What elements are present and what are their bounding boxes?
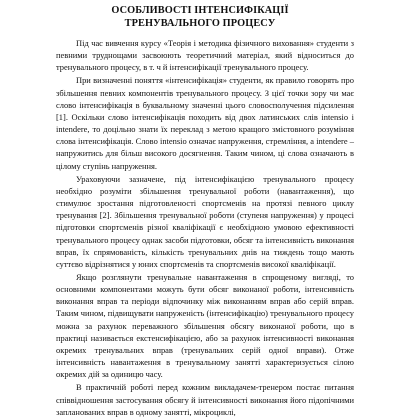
title-line-2: ТРЕНУВАЛЬНОГО ПРОЦЕСУ (124, 18, 276, 29)
paragraph-3: Ураховуючи зазначене, під інтенсифікацією тренувального процесу необхідно розуміти збільшення тренувальної роботи (навантаження), що стимулює зростання підготовленості спортсменів на протязі певного циклу тренування [2]. Збільшення тренувальної роботи (ступеня напруження) у процесі підготовки спортсменів різної кваліфікації є необхідною умовою ефективності тренувального процесу однак засоби підготовки, обсяг та інтенсивність виконання вправ, їх спрямованість, кількість тренувальних днів на тиждень тощо мають суттєво відрізнятися у юних спортсменів та спортсменів високої кваліфікації. (56, 173, 354, 269)
title-line-1: ОСОБЛИВОСТІ ІНТЕНСИФІКАЦІЇ (111, 5, 289, 16)
paragraph-1: Під час вивчення курсу «Теорія і методика фізичного виховання» студенти з певними труднощами засвоюють теоретичний матеріал, який відноситься до тренувального процесу, в т. ч й інтенсифікації тренувального процесу. (56, 38, 354, 73)
document-title (0, 4, 400, 30)
paragraph-2: При визначенні поняття «інтенсифікація» студенти, як правило говорять про збільшення певних компонентів тренувального процесу. З цієї точки зору чи має слово інтенсифікація в буквальному значенні цього словосполучення підсилення [1]. Оскільки слово інтенсифікація походить від двох латинських слів intensio і intendere, то доцільно знати їх переклад з метою кращого змістовного розуміння слова інтенсифікація. Слово intensio означає напруження, стремління, а intendere – напружитись для більш високого досягнення. Таким чином, ці слова означають в цілому ступінь напруження. (56, 75, 354, 171)
document-body (56, 37, 354, 419)
paragraph-4: Якщо розглянути тренувальне навантаження в спрощеному вигляді, то основними компонентами можуть бути обсяг виконаної роботи, інтенсивність виконання вправ та періоди відпочинку між виконанням вправ або серій вправ. Таким чином, підвищувати напруженість (інтенсифікацію) тренувального процесу можна за рахунок переважного збільшення обсягу виконаної роботи, що в практиці називається екстенсифікацією, або за рахунок інтенсивності виконання окремих тренувальних вправ (тренувальних серій одної вправи). Отже інтенсивність навантаження в тренувальному занятті характеризується сілою окремих дій за одиницю часу. (56, 271, 354, 380)
paragraph-5: В практичній роботі перед кожним викладачем-тренером постає питання співвідношення застосування обсягу й інтенсивності виконання його підопічними запланованих вправ в одному занятті, мікроциклі, (56, 382, 354, 417)
